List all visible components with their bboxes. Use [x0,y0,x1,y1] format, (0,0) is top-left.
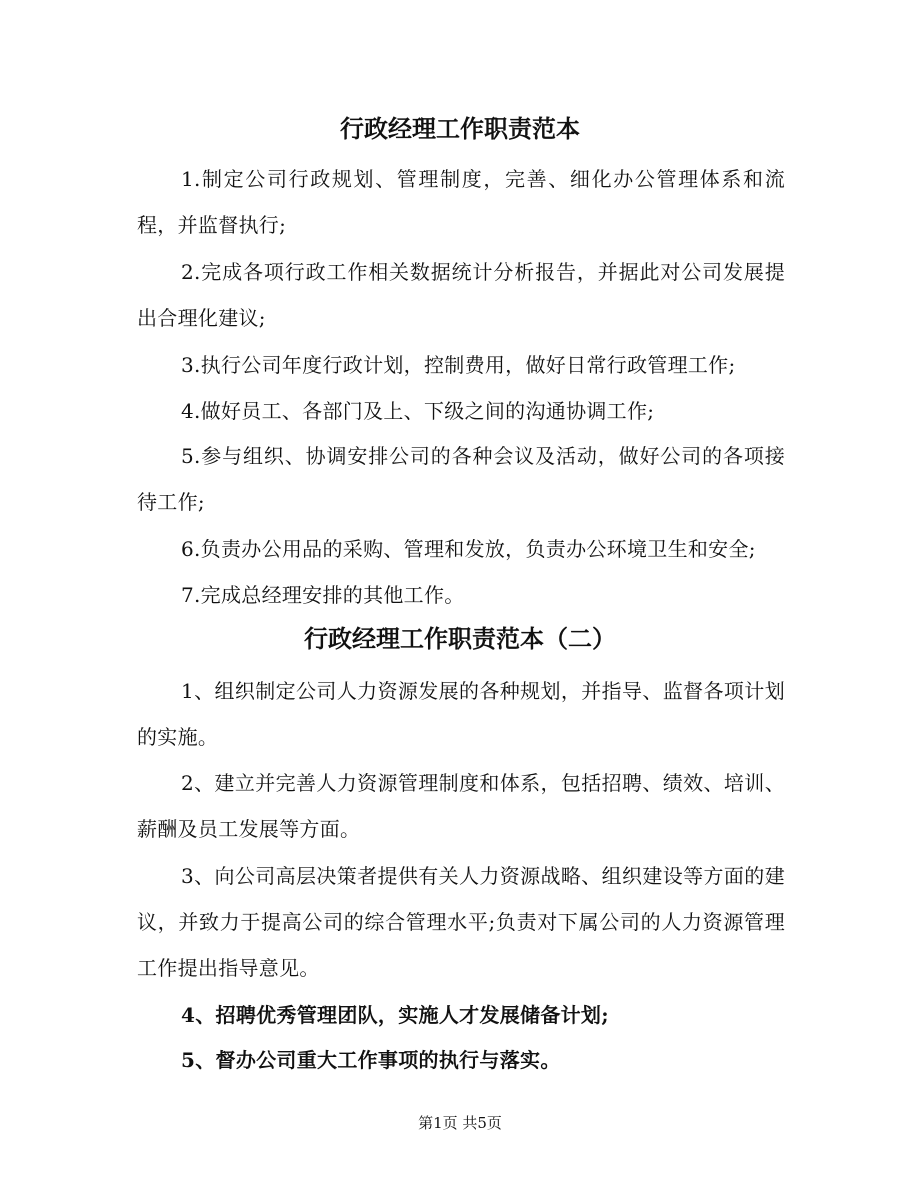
list-item: 1.制定公司行政规划、管理制度，完善、细化办公管理体系和流程，并监督执行; [137,167,785,237]
list-item: 3、向公司高层决策者提供有关人力资源战略、组织建设等方面的建议，并致力于提高公司的综合管理水平;负责对下属公司的人力资源管理工作提出指导意见。 [137,864,785,980]
section-title: 行政经理工作职责范本 [340,114,580,143]
list-item: 2.完成各项行政工作相关数据统计分析报告，并据此对公司发展提出合理化建议; [137,260,785,330]
list-item: 4.做好员工、各部门及上、下级之间的沟通协调工作; [181,399,655,423]
list-item: 5、督办公司重大工作事项的执行与落实。 [181,1048,561,1072]
section-title: 行政经理工作职责范本（二） [304,624,616,653]
list-item: 2、建立并完善人力资源管理制度和体系，包括招聘、绩效、培训、薪酬及员工发展等方面。 [137,771,785,841]
list-item: 4、招聘优秀管理团队，实施人才发展储备计划; [181,1003,609,1027]
list-item: 7.完成总经理安排的其他工作。 [181,583,465,607]
list-item: 5.参与组织、协调安排公司的各种会议及活动，做好公司的各项接待工作; [137,444,785,514]
list-item: 1、组织制定公司人力资源发展的各种规划，并指导、监督各项计划的实施。 [137,679,785,749]
list-item: 3.执行公司年度行政计划，控制费用，做好日常行政管理工作; [181,353,736,377]
list-item: 6.负责办公用品的采购、管理和发放，负责办公环境卫生和安全; [181,537,756,561]
page-footer: 第1页 共5页 [418,1114,502,1132]
